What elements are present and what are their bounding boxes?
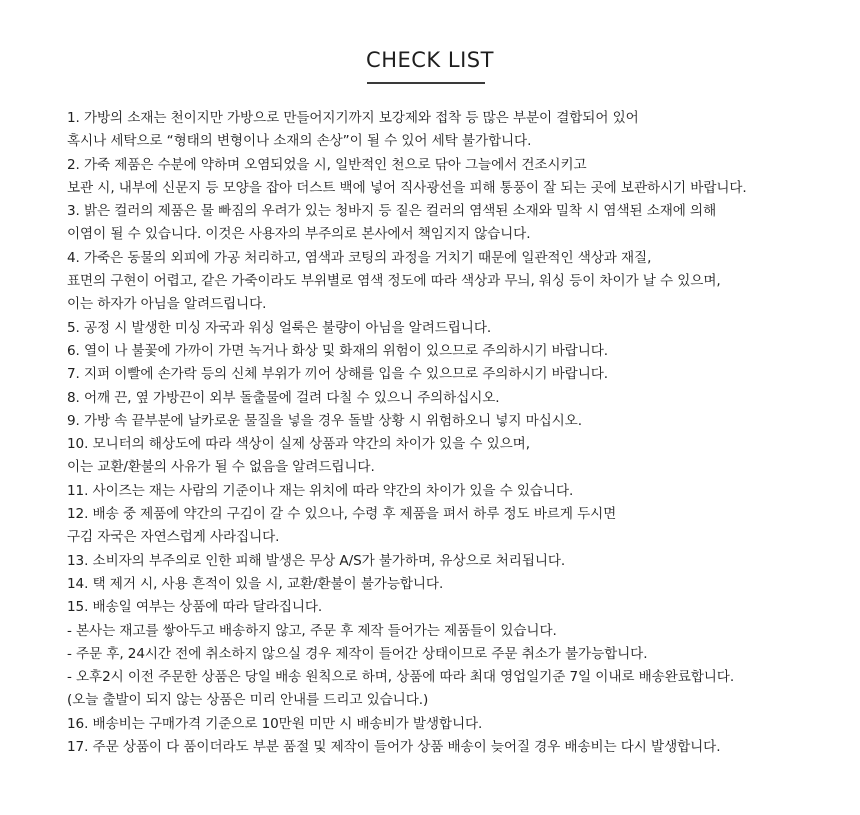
list-item: 8. 어깨 끈, 옆 가방끈이 외부 돌출물에 걸려 다칠 수 있으니 주의하십시오. (67, 389, 500, 406)
list-item: 14. 택 제거 시, 사용 흔적이 있을 시, 교환/환불이 불가능합니다. (67, 575, 444, 592)
check-list (67, 107, 847, 759)
list-item: 표면의 구현이 어렵고, 같은 가죽이라도 부위별로 염색 정도에 따라 색상과 무늬, 워싱 등이 차이가 날 수 있으며, (67, 273, 721, 290)
list-item: (오늘 출발이 되지 않는 상품은 미리 안내를 드리고 있습니다.) (67, 692, 429, 709)
list-item: 11. 사이즈는 재는 사람의 기준이나 재는 위치에 따라 약간의 차이가 있을 수 있습니다. (67, 482, 574, 499)
list-item: 이염이 될 수 있습니다. 이것은 사용자의 부주의로 본사에서 책임지지 않습니다. (67, 226, 531, 243)
list-item: - 본사는 재고를 쌓아두고 배송하지 않고, 주문 후 제작 들어가는 제품들이 있습니다. (67, 622, 557, 639)
list-item: 10. 모니터의 해상도에 따라 색상이 실제 상품과 약간의 차이가 있을 수 있으며, (67, 436, 530, 453)
list-item: - 주문 후, 24시간 전에 취소하지 않으실 경우 제작이 들어간 상태이므로 주문 취소가 불가능합니다. (67, 645, 648, 662)
list-item: 이는 하자가 아님을 알려드립니다. (67, 296, 267, 313)
list-item: 혹시나 세탁으로 “형태의 변형이나 소재의 손상”이 될 수 있어 세탁 불가합니다. (67, 133, 532, 150)
list-item: 4. 가죽은 동물의 외피에 가공 처리하고, 염색과 코팅의 과정을 거치기 때문에 일관적인 색상과 재질, (67, 249, 652, 266)
list-item: 이는 교환/환불의 사유가 될 수 없음을 알려드립니다. (67, 459, 375, 476)
list-item: 17. 주문 상품이 다 품이더라도 부분 품절 및 제작이 들어가 상품 배송이 늦어질 경우 배송비는 다시 발생합니다. (67, 739, 721, 756)
list-item: 3. 밝은 컬러의 제품은 물 빠짐의 우려가 있는 청바지 등 짙은 컬러의 염색된 소재와 밀착 시 염색된 소재에 의해 (67, 203, 717, 220)
list-item: 15. 배송일 여부는 상품에 따라 달라집니다. (67, 599, 323, 616)
list-item: 5. 공정 시 발생한 미싱 자국과 워싱 얼룩은 불량이 아님을 알려드립니다. (67, 319, 492, 336)
list-item: 6. 열이 나 불꽃에 가까이 가면 녹거나 화상 및 화재의 위험이 있으므로 주의하시기 바랍니다. (67, 342, 608, 359)
page-title: CHECK LIST (366, 48, 494, 72)
list-item: 보관 시, 내부에 신문지 등 모양을 잡아 더스트 백에 넣어 직사광선을 피해 통풍이 잘 되는 곳에 보관하시기 바랍니다. (67, 179, 747, 196)
list-item: 13. 소비자의 부주의로 인한 피해 발생은 무상 A/S가 불가하며, 유상으로 처리됩니다. (67, 552, 566, 569)
title-underline (367, 82, 485, 84)
list-item: 7. 지퍼 이빨에 손가락 등의 신체 부위가 끼어 상해를 입을 수 있으므로 주의하시기 바랍니다. (67, 366, 608, 383)
list-item: 2. 가죽 제품은 수분에 약하며 오염되었을 시, 일반적인 천으로 닦아 그늘에서 건조시키고 (67, 156, 587, 173)
list-item: 구김 자국은 자연스럽게 사라집니다. (67, 529, 280, 546)
list-item: 16. 배송비는 구매가격 기준으로 10만원 미만 시 배송비가 발생합니다. (67, 715, 483, 732)
list-item: - 오후2시 이전 주문한 상품은 당일 배송 원칙으로 하며, 상품에 따라 최대 영업일기준 7일 이내로 배송완료합니다. (67, 669, 735, 686)
list-item: 9. 가방 속 끝부분에 날카로운 물질을 넣을 경우 돌발 상황 시 위험하오니 넣지 마십시오. (67, 412, 582, 429)
list-item: 1. 가방의 소재는 천이지만 가방으로 만들어지기까지 보강제와 접착 등 많은 부분이 결합되어 있어 (67, 110, 639, 126)
list-item: 12. 배송 중 제품에 약간의 구김이 갈 수 있으나, 수령 후 제품을 펴서 하루 정도 바르게 두시면 (67, 506, 617, 523)
